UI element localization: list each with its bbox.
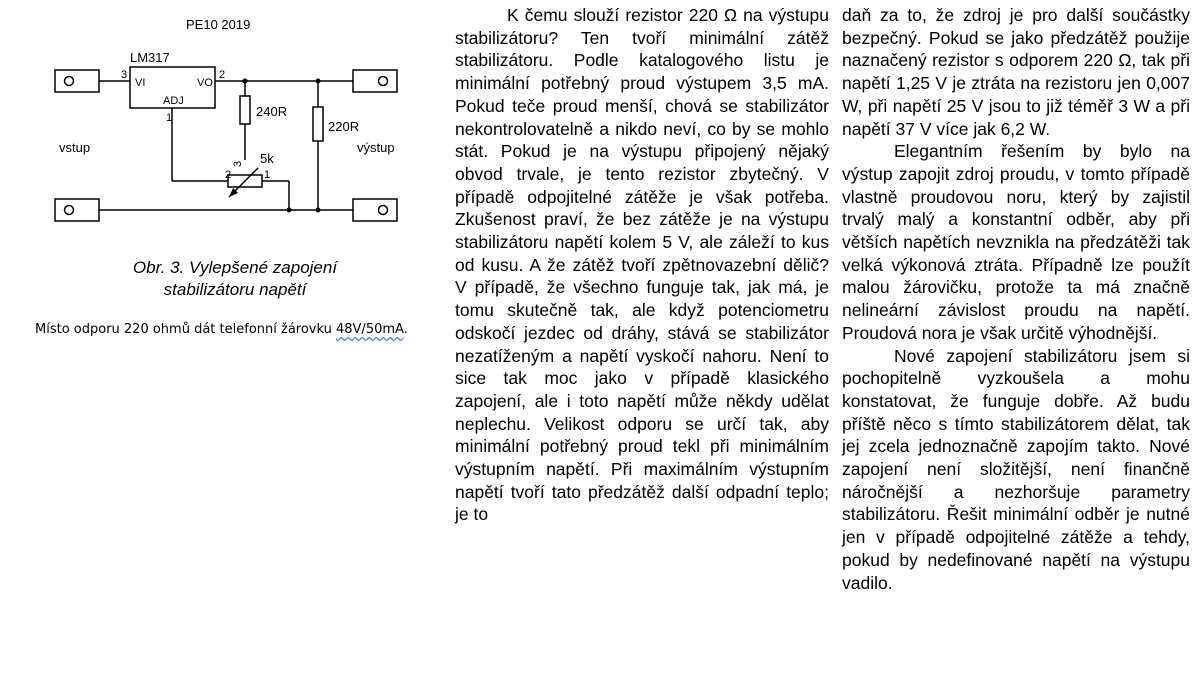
- potentiometer-label: 5k: [260, 151, 274, 166]
- resistor-240r-label: 240R: [256, 104, 288, 119]
- note-end: .: [403, 322, 408, 337]
- resistor-220r-label: 220R: [328, 119, 360, 134]
- handwritten-note: [35, 322, 408, 337]
- note-text: Místo odporu 220 ohmů dát telefonní žárovku: [35, 322, 336, 337]
- pin-number-vo: 2: [219, 69, 226, 81]
- article-column-2: [842, 4, 1190, 594]
- resistor-240r: [240, 96, 287, 124]
- note-spellcheck-word: 48V/50mA: [336, 322, 404, 337]
- figure-caption: [20, 257, 450, 301]
- input-terminal-top: [55, 70, 99, 92]
- output-terminal-bottom: [353, 199, 397, 221]
- junction-dots: [243, 79, 321, 213]
- lm317-regulator: [121, 50, 225, 124]
- output-terminal-top: [353, 70, 397, 92]
- article-column-1: [455, 4, 829, 526]
- input-terminal-bottom: [55, 199, 99, 221]
- pot-pin-2: 2: [225, 169, 232, 181]
- potentiometer-5k: [225, 151, 274, 197]
- pin-vo-label: VO: [197, 77, 213, 89]
- paragraph: Nové zapojení stabilizátoru jsem si pochopitelně vyzkoušela a mohu konstatovat, že funguje dobře. Až budu příště něco s tímto stabilizátorem dělat, tak jej zcela jednoznačně zapojím takto. Nové zapojení není složitější, není finančně náročnější a nezhoršuje parametry stabilizátoru. Řešit minimální odběr je nutné jen v případě odpojitelné zátěže a tehdy, pokud by nedefinované napětí na výstupu vadilo.: [842, 345, 1190, 593]
- paragraph: daň za to, že zdroj je pro další součástky bezpečný. Pokud se jako předzátěž použije naznačený rezistor s odporem 220 Ω, tak při napětí 1,25 V je ztráta na rezistoru jen 0,007 W, při napětí 25 V jsou to již téměř 3 W a při napětí 37 V více jak 6,2 W.: [842, 5, 1190, 139]
- regulator-name: LM317: [130, 50, 170, 65]
- header-label: PE10 2019: [186, 17, 251, 32]
- pot-pin-1: 1: [264, 169, 271, 181]
- resistor-220r: [313, 107, 359, 141]
- paragraph: K čemu slouží rezistor 220 Ω na výstupu stabilizátoru? Ten tvoří minimální zátěž stabilizátoru. Podle katalogového listu je minimální potřebný proud výstupem 3,5 mA. Pokud teče proud menší, chová se stabilizátor nekontrolovatelně a nikdo neví, co by se mohlo stát. Pokud je na výstupu připojený nějaký obvod trvale, je tento rezistor zbytečný. V případě odpojitelné zátěže je však potřeba. Zkušenost praví, že bez zátěže je na výstupu stabilizátoru napětí kolem 5 V, ale záleží to kus od kusu. A že zátěž tvoří zpětnovazební dělič? V případě, že všechno funguje tak, jak má, je tomu skutečně tak, ale když potenciometru odskočí jezdec od dráhy, stává se stabilizátor nezatíženým a napětí vyskočí nahoru. Není to sice tak moc jako v případě klasického zapojení, ale i toto napětí může někdy udělat neplechu. Velikost odporu se určí tak, aby minimální potřebný proud tekl při minimálním výstupním napětí. Při maximálním výstupním napětí tvoří tato předzátěž další odpadní teplo; je to: [455, 5, 829, 525]
- caption-line-2: stabilizátoru napětí: [163, 280, 307, 299]
- paragraph: Elegantním řešením by bylo na výstup zapojit zdroj proudu, v tomto případě vlastně proudovou noru, který by zajistil trvalý malý a konstantní odběr, aby při větších napětích nevznikla na předzátěži tak velká výkonová ztráta. Případně lze použít malou žárovičku, protože ta má značně nelineární závislost proudu na napětí. Proudová nora je však určitě výhodnější.: [842, 141, 1190, 343]
- output-label: výstup: [357, 140, 395, 155]
- pin-adj-label: ADJ: [163, 95, 184, 107]
- input-label: vstup: [59, 140, 91, 155]
- pin-number-vi: 3: [121, 69, 128, 81]
- pin-vi-label: VI: [135, 77, 146, 89]
- pot-pin-3: 3: [232, 160, 244, 167]
- pin-number-adj: 1: [166, 112, 173, 124]
- circuit-schematic: [0, 0, 470, 250]
- caption-line-1: Obr. 3. Vylepšené zapojení: [132, 258, 338, 277]
